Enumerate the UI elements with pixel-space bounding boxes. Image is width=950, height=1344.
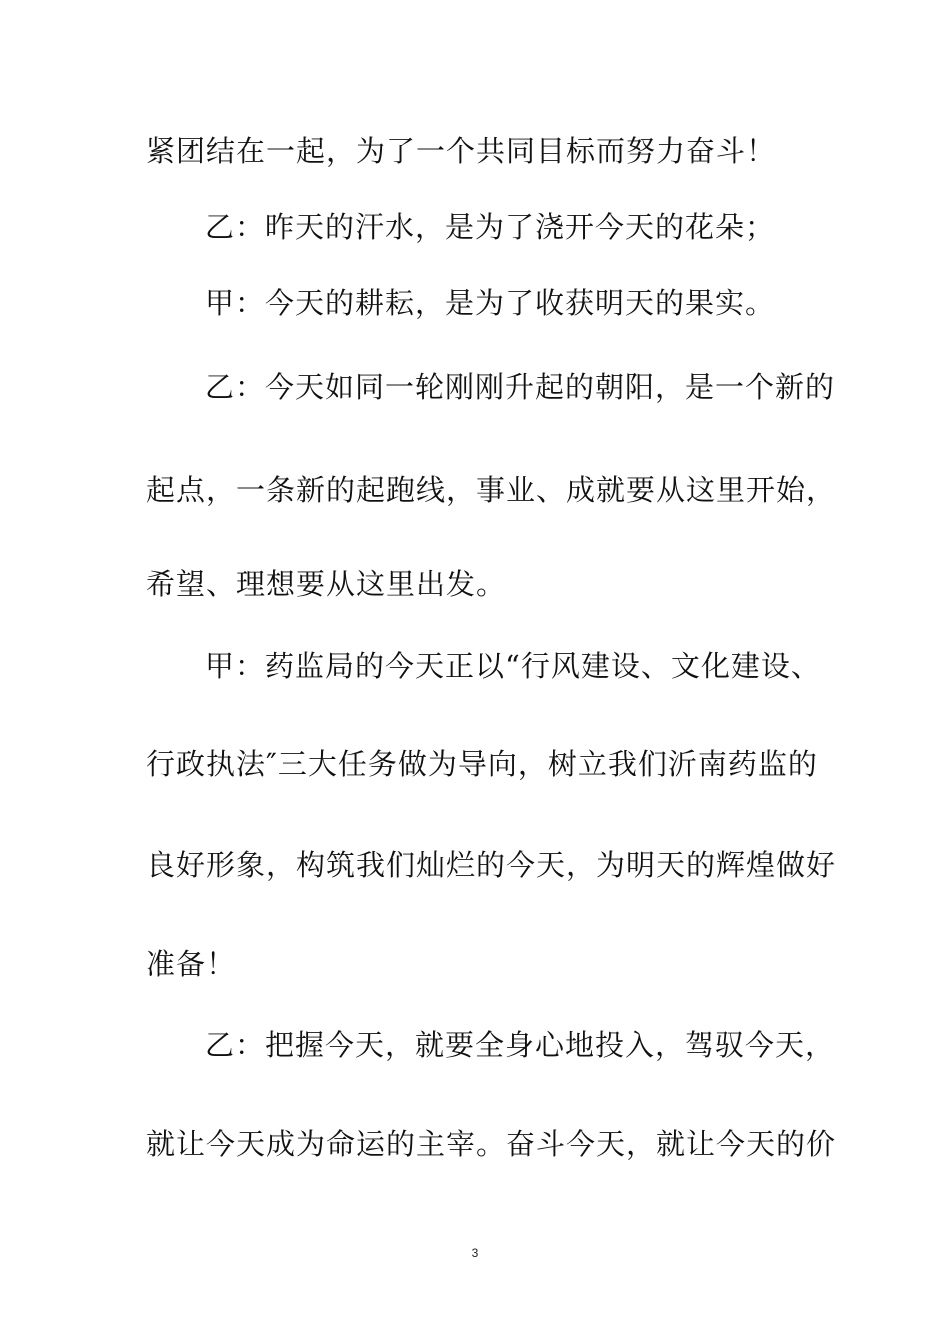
text-line: 起点，一条新的起跑线，事业、成就要从这里开始，	[146, 473, 837, 507]
text-line: 希望、理想要从这里出发。	[146, 567, 507, 601]
text-line: 甲：药监局的今天正以“行风建设、文化建设、	[205, 649, 821, 683]
text-line: 准备！	[146, 947, 237, 981]
text-line: 紧团结在一起，为了一个共同目标而努力奋斗！	[146, 134, 777, 168]
text-line: 乙：昨天的汗水，是为了浇开今天的花朵；	[205, 210, 776, 244]
text-line: 行政执法″三大任务做为导向，树立我们沂南药监的	[146, 747, 818, 781]
text-line: 乙：今天如同一轮刚刚升起的朝阳，是一个新的	[205, 370, 836, 404]
text-line: 甲：今天的耕耘，是为了收获明天的果实。	[205, 286, 776, 320]
text-line: 良好形象，构筑我们灿烂的今天，为明天的辉煌做好	[146, 848, 837, 882]
text-line: 乙：把握今天，就要全身心地投入，驾驭今天，	[205, 1028, 836, 1062]
text-line: 就让今天成为命运的主宰。奋斗今天，就让今天的价	[146, 1127, 837, 1161]
page-number: 3	[471, 1246, 479, 1260]
